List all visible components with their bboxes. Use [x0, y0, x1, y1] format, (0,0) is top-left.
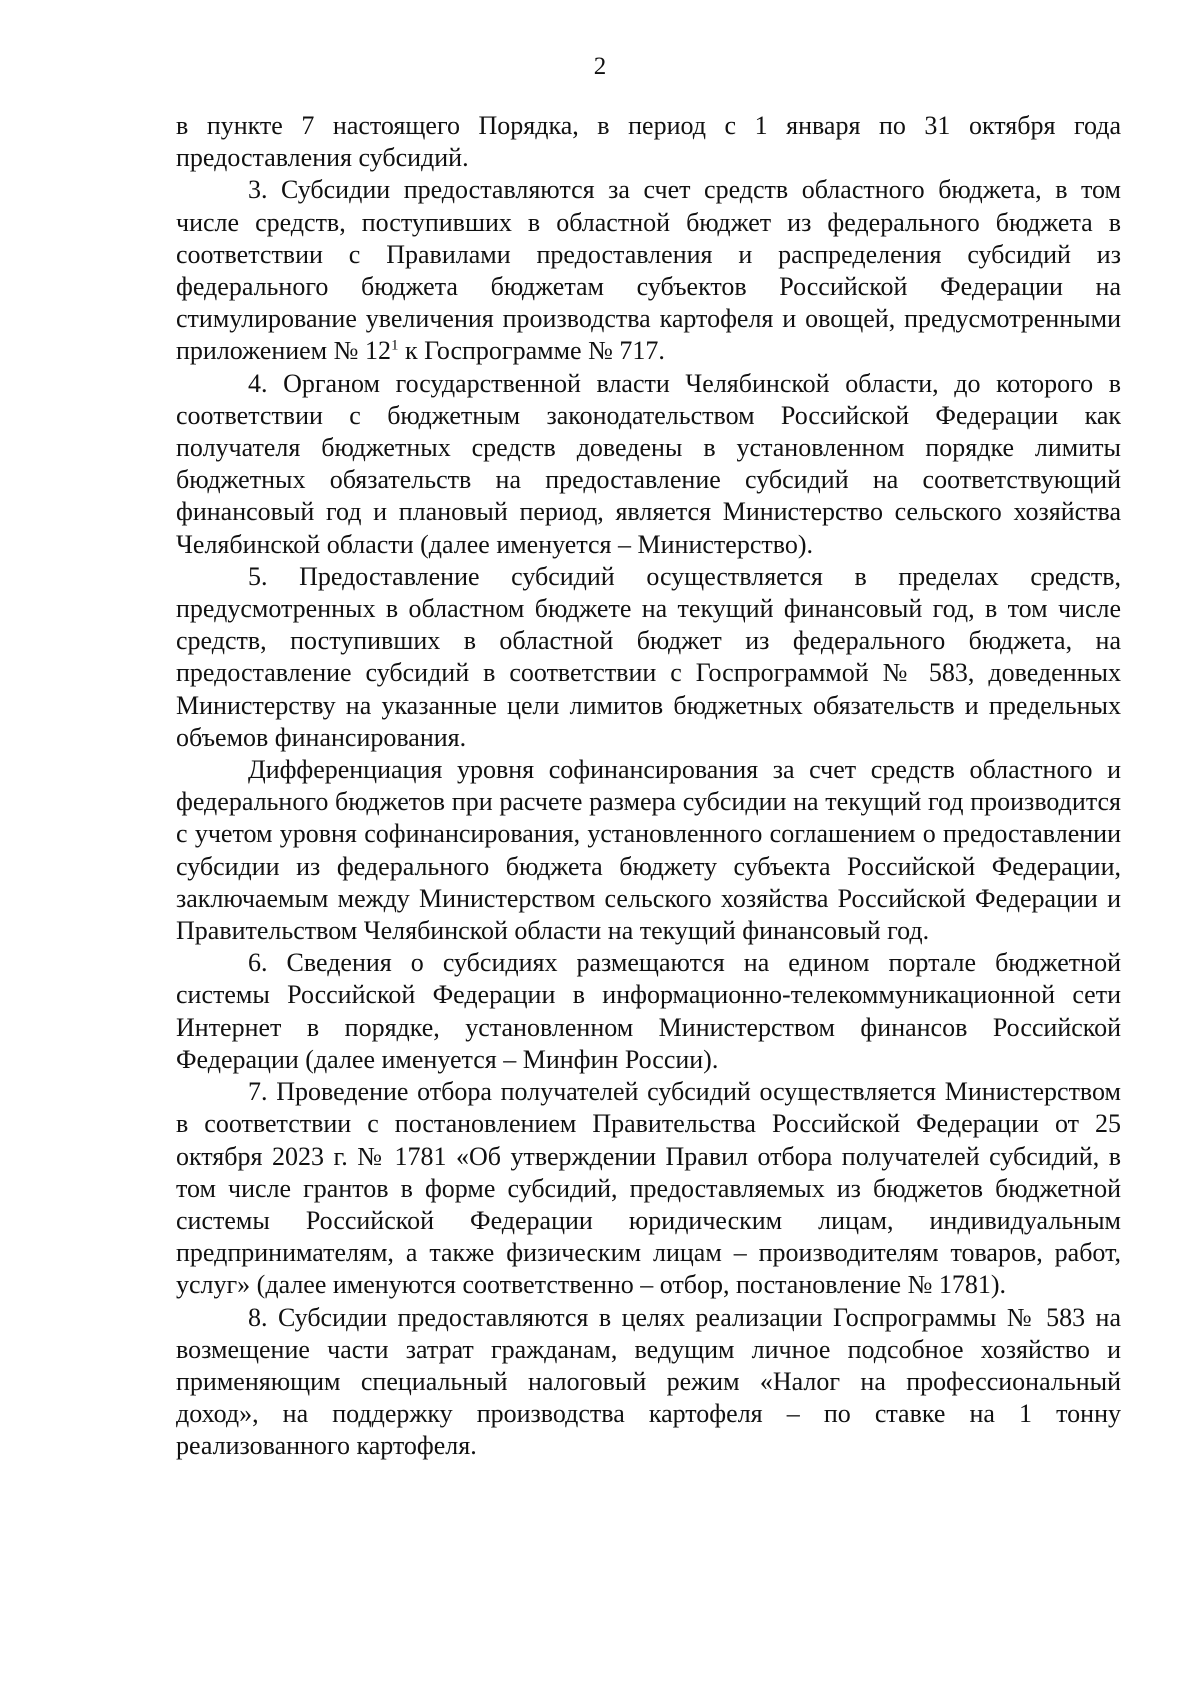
document-body: [176, 110, 1121, 1463]
paragraph-3-text-end: к Госпрограмме № 717.: [398, 336, 665, 366]
paragraph-5-differentiation: Дифференциация уровня софинансирования за счет средств областного и федерального бюджетов при расчете размера субсидии на текущий год производится с учетом уровня софинансирования, установленного соглашением о предоставлении субсидии из федерального бюджета бюджету субъекта Российской Федерации, заключаемым между Министерством сельского хозяйства Российской Федерации и Правительством Челябинской области на текущий финансовый год.: [176, 755, 1121, 946]
page-number: 2: [593, 53, 607, 80]
paragraph-4: 4. Органом государственной власти Челябинской области, до которого в соответствии с бюджетным законодательством Российской Федерации как получателя бюджетных средств доведены в установленном порядке лимиты бюджетных обязательств на предоставление субсидий на соответствующий финансовый год и плановый период, является Министерство сельского хозяйства Челябинской области (далее именуется – Министерство).: [176, 368, 1121, 559]
paragraph-5: 5. Предоставление субсидий осуществляется в пределах средств, предусмотренных в областном бюджете на текущий финансовый год, в том числе средств, поступивших в областной бюджет из федерального бюджета, на предоставление субсидий в соответствии с Госпрограммой № 583, доведенных Министерству на указанные цели лимитов бюджетных обязательств и предельных объемов финансирования.: [176, 561, 1121, 752]
superscript-1: 1: [390, 337, 399, 354]
paragraph-6: 6. Сведения о субсидиях размещаются на едином портале бюджетной системы Российской Федерации в информационно-телекоммуникационной сети Интернет в порядке, установленном Министерством финансов Российской Федерации (далее именуется – Минфин России).: [176, 948, 1121, 1074]
paragraph-continuation: в пункте 7 настоящего Порядка, в период с 1 января по 31 октября года предоставления субсидий.: [176, 111, 1121, 173]
paragraph-3-text: 3. Субсидии предоставляются за счет средств областного бюджета, в том числе средств, поступивших в областной бюджет из федерального бюджета в соответствии с Правилами предоставления и распределения субсидий из федерального бюджета бюджетам субъектов Российской Федерации на стимулирование увеличения производства картофеля и овощей, предусмотренными приложением № 12: [176, 175, 1121, 366]
paragraph-8: 8. Субсидии предоставляются в целях реализации Госпрограммы № 583 на возмещение части затрат гражданам, ведущим личное подсобное хозяйство и применяющим специальный налоговый режим «Налог на профессиональный доход», на поддержку производства картофеля – по ставке на 1 тонну реализованного картофеля.: [176, 1302, 1121, 1461]
paragraph-3: [176, 174, 1121, 367]
paragraph-7: 7. Проведение отбора получателей субсидий осуществляется Министерством в соответствии с постановлением Правительства Российской Федерации от 25 октября 2023 г. № 1781 «Об утверждении Правил отбора получателей субсидий, в том числе грантов в форме субсидий, предоставляемых из бюджетов бюджетной системы Российской Федерации юридическим лицам, индивидуальным предпринимателям, а также физическим лицам – производителям товаров, работ, услуг» (далее именуются соответственно – отбор, постановление № 1781).: [176, 1077, 1121, 1300]
